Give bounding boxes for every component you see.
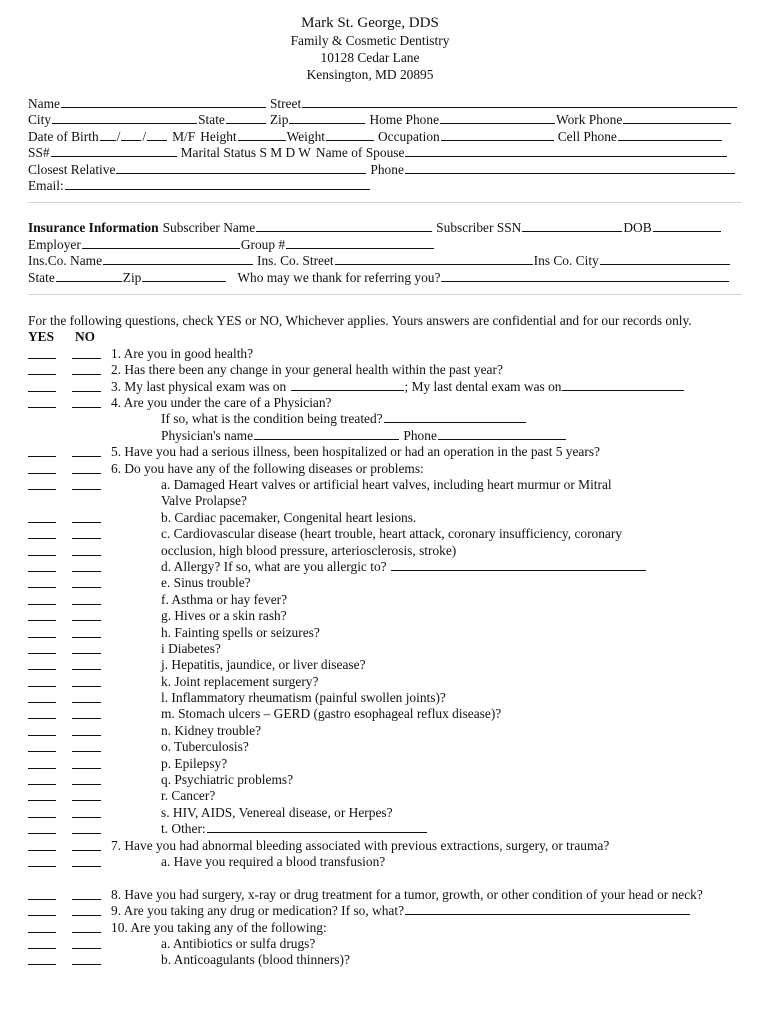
yes-checkbox[interactable] — [28, 723, 56, 736]
question-10b: b. Anticoagulants (blood thinners)? — [161, 952, 350, 968]
question-row — [28, 952, 742, 968]
yes-checkbox[interactable] — [28, 592, 56, 605]
divider — [28, 202, 742, 203]
no-checkbox[interactable] — [72, 395, 101, 408]
question-row — [28, 887, 742, 903]
question-6i: i Diabetes? — [161, 640, 221, 656]
no-checkbox[interactable] — [72, 772, 101, 785]
no-checkbox[interactable] — [72, 346, 101, 359]
yes-checkbox[interactable] — [28, 641, 56, 654]
question-row — [28, 411, 742, 427]
ins-name-label: Ins.Co. Name — [28, 253, 103, 269]
ss-label: SS# — [28, 145, 50, 161]
question-row — [28, 362, 742, 378]
personal-info-section — [28, 96, 742, 194]
street-field[interactable] — [302, 96, 737, 108]
yes-checkbox[interactable] — [28, 543, 56, 556]
question-6b: b. Cardiac pacemaker, Congenital heart lesions. — [161, 509, 417, 525]
ins-state-field[interactable] — [56, 270, 122, 282]
practice-street: 10128 Cedar Lane — [320, 50, 420, 65]
yes-checkbox[interactable] — [28, 575, 56, 588]
no-checkbox[interactable] — [72, 641, 101, 654]
yes-checkbox[interactable] — [28, 706, 56, 719]
yes-checkbox[interactable] — [28, 444, 56, 457]
no-checkbox[interactable] — [72, 887, 101, 900]
question-row — [28, 641, 742, 657]
question-row — [28, 493, 742, 509]
question-row — [28, 838, 742, 854]
question-4: 4. Are you under the care of a Physician? — [111, 395, 332, 411]
dental-exam-field[interactable] — [562, 379, 684, 391]
subscriber-ssn-field[interactable] — [522, 220, 622, 232]
question-row — [28, 510, 742, 526]
relative-label: Closest Relative — [28, 161, 116, 177]
ins-zip-label: Zip — [122, 269, 142, 285]
relative-phone-label: Phone — [370, 161, 404, 177]
question-row — [28, 428, 742, 444]
question-3 — [111, 379, 685, 395]
question-row — [28, 756, 742, 772]
no-checkbox[interactable] — [72, 838, 101, 851]
ins-street-field[interactable] — [335, 253, 533, 265]
dob-year-field[interactable] — [147, 129, 167, 141]
question-row — [28, 477, 742, 493]
question-row — [28, 625, 742, 641]
question-6j: j. Hepatitis, jaundice, or liver disease? — [161, 657, 366, 673]
question-10: 10. Are you taking any of the following: — [111, 919, 327, 935]
home-phone-field[interactable] — [440, 112, 555, 124]
other-label: t. Other: — [161, 821, 206, 837]
employer-label: Employer — [28, 236, 81, 252]
yes-checkbox[interactable] — [28, 379, 56, 392]
no-checkbox[interactable] — [72, 559, 101, 572]
no-checkbox[interactable] — [72, 625, 101, 638]
group-field[interactable] — [286, 237, 434, 249]
yes-checkbox[interactable] — [28, 657, 56, 670]
question-row — [28, 346, 742, 362]
ss-field[interactable] — [51, 145, 177, 157]
yes-checkbox[interactable] — [28, 608, 56, 621]
question-row — [28, 395, 742, 411]
physician-info — [161, 428, 567, 444]
occupation-field[interactable] — [441, 129, 554, 141]
height-field[interactable] — [238, 129, 286, 141]
no-checkbox[interactable] — [72, 477, 101, 490]
question-row — [28, 444, 742, 460]
yes-no-header — [28, 329, 742, 345]
question-row — [28, 903, 742, 919]
no-checkbox[interactable] — [72, 526, 101, 539]
weight-label: Weight — [286, 128, 325, 144]
no-checkbox[interactable] — [72, 379, 101, 392]
no-checkbox[interactable] — [72, 821, 101, 834]
yes-checkbox[interactable] — [28, 772, 56, 785]
no-checkbox[interactable] — [72, 706, 101, 719]
physical-exam-field[interactable] — [291, 379, 404, 391]
question-6h: h. Fainting spells or seizures? — [161, 624, 320, 640]
health-questionnaire — [28, 313, 742, 969]
subscriber-ssn-label: Subscriber SSN — [436, 220, 522, 236]
no-checkbox[interactable] — [72, 903, 101, 916]
weight-field[interactable] — [326, 129, 374, 141]
no-checkbox[interactable] — [72, 788, 101, 801]
dob-month-field[interactable] — [100, 129, 116, 141]
zip-field[interactable] — [289, 112, 365, 124]
question-row — [28, 772, 742, 788]
yes-checkbox[interactable] — [28, 821, 56, 834]
no-checkbox[interactable] — [72, 739, 101, 752]
email-label: Email: — [28, 178, 64, 194]
yes-checkbox[interactable] — [28, 559, 56, 572]
question-6c: c. Cardiovascular disease (heart trouble, heart attack, coronary insufficiency, coronary — [161, 526, 623, 542]
no-checkbox[interactable] — [72, 723, 101, 736]
yes-checkbox[interactable] — [28, 854, 56, 867]
question-6l: l. Inflammatory rheumatism (painful swollen joints)? — [161, 690, 446, 706]
questionnaire-intro: For the following questions, check YES or NO, Whichever applies. Yours answers are confidential and for our records only. — [28, 313, 692, 329]
yes-checkbox[interactable] — [28, 346, 56, 359]
question-7: 7. Have you had abnormal bleeding associated with previous extractions, surgery, or trauma? — [111, 837, 610, 853]
yes-checkbox[interactable] — [28, 461, 56, 474]
question-5: 5. Have you had a serious illness, been hospitalized or had an operation in the past 5 years? — [111, 444, 600, 460]
insurance-heading: Insurance Information — [28, 220, 159, 236]
home-phone-label: Home Phone — [369, 112, 440, 128]
question-6k: k. Joint replacement surgery? — [161, 673, 319, 689]
allergy-label: d. Allergy? If so, what are you allergic to? — [161, 558, 387, 574]
practice-type: Family & Cosmetic Dentistry — [290, 33, 450, 48]
no-checkbox[interactable] — [72, 510, 101, 523]
question-1: 1. Are you in good health? — [111, 345, 254, 361]
work-phone-label: Work Phone — [556, 112, 623, 128]
zip-label: Zip — [269, 112, 289, 128]
medication-label: 9. Are you taking any drug or medication? If so, what? — [111, 903, 405, 919]
practice-city: Kensington, MD 20895 — [306, 67, 434, 82]
question-row — [28, 854, 742, 870]
condition-treated — [161, 411, 527, 427]
marital-status-label: Marital Status S M D W — [180, 145, 311, 161]
yes-checkbox[interactable] — [28, 788, 56, 801]
question-row — [28, 379, 742, 395]
question-row — [28, 674, 742, 690]
relative-field[interactable] — [116, 162, 366, 174]
city-field[interactable] — [52, 112, 197, 124]
question-6m: m. Stomach ulcers – GERD (gastro esophageal reflux disease)? — [161, 706, 502, 722]
sex-label: M/F — [172, 128, 196, 144]
question-row — [28, 936, 742, 952]
email-field[interactable] — [65, 178, 370, 190]
question-6r: r. Cancer? — [161, 788, 216, 804]
question-6t — [161, 821, 428, 837]
physician-phone-field[interactable] — [438, 428, 566, 440]
question-row — [28, 706, 742, 722]
no-checkbox[interactable] — [72, 854, 101, 867]
yes-checkbox[interactable] — [28, 526, 56, 539]
question-6e: e. Sinus trouble? — [161, 575, 251, 591]
physical-exam-label: 3. My last physical exam was on — [111, 378, 287, 394]
cell-phone-field[interactable] — [618, 129, 722, 141]
height-label: Height — [200, 128, 237, 144]
condition-label: If so, what is the condition being treated? — [161, 411, 383, 427]
subscriber-name-field[interactable] — [256, 220, 432, 232]
yes-checkbox[interactable] — [28, 477, 56, 490]
yes-checkbox[interactable] — [28, 690, 56, 703]
physician-name-label: Physician's name — [161, 427, 254, 443]
question-2: 2. Has there been any change in your general health within the past year? — [111, 362, 503, 378]
question-6o: o. Tuberculosis? — [161, 739, 249, 755]
question-row — [28, 461, 742, 477]
question-row — [28, 575, 742, 591]
question-6f: f. Asthma or hay fever? — [161, 591, 288, 607]
no-checkbox[interactable] — [72, 543, 101, 556]
yes-checkbox[interactable] — [28, 756, 56, 769]
relative-phone-field[interactable] — [405, 162, 735, 174]
question-6q: q. Psychiatric problems? — [161, 772, 294, 788]
no-checkbox[interactable] — [72, 444, 101, 457]
question-10a: a. Antibiotics or sulfa drugs? — [161, 935, 316, 951]
no-checkbox[interactable] — [72, 805, 101, 818]
physician-phone-label: Phone — [403, 427, 437, 443]
yes-header: YES — [28, 329, 55, 345]
employer-field[interactable] — [82, 237, 240, 249]
no-checkbox[interactable] — [72, 592, 101, 605]
ins-city-label: Ins Co. City — [533, 253, 599, 269]
no-checkbox[interactable] — [72, 674, 101, 687]
question-row — [28, 805, 742, 821]
no-header: NO — [75, 329, 96, 345]
yes-checkbox[interactable] — [28, 952, 56, 965]
cell-phone-label: Cell Phone — [557, 128, 617, 144]
ins-street-label: Ins. Co. Street — [257, 253, 334, 269]
ins-zip-field[interactable] — [142, 270, 226, 282]
question-6g: g. Hives or a skin rash? — [161, 608, 287, 624]
dob-slash: / — [142, 128, 147, 144]
name-field[interactable] — [61, 96, 266, 108]
question-row — [28, 592, 742, 608]
yes-checkbox[interactable] — [28, 838, 56, 851]
no-checkbox[interactable] — [72, 920, 101, 933]
ins-name-field[interactable] — [103, 253, 253, 265]
spouse-label: Name of Spouse — [315, 145, 405, 161]
subscriber-dob-field[interactable] — [653, 220, 721, 232]
yes-checkbox[interactable] — [28, 739, 56, 752]
question-8: 8. Have you had surgery, x-ray or drug treatment for a tumor, growth, or other condition of your head or neck? — [111, 886, 703, 902]
no-checkbox[interactable] — [72, 936, 101, 949]
divider — [28, 294, 742, 295]
yes-checkbox[interactable] — [28, 674, 56, 687]
question-row — [28, 920, 742, 936]
question-row — [28, 559, 742, 575]
allergy-field[interactable] — [391, 559, 646, 571]
question-6a: a. Damaged Heart valves or artificial heart valves, including heart murmur or Mitral — [161, 477, 612, 492]
question-row — [28, 526, 742, 542]
question-6s: s. HIV, AIDS, Venereal disease, or Herpes? — [161, 804, 393, 820]
insurance-section — [28, 220, 742, 286]
question-6p: p. Epilepsy? — [161, 755, 228, 771]
subscriber-name-label: Subscriber Name — [162, 220, 256, 236]
ins-city-field[interactable] — [600, 253, 730, 265]
physician-name-field[interactable] — [254, 428, 399, 440]
dob-slash: / — [116, 128, 121, 144]
question-row — [28, 608, 742, 624]
yes-checkbox[interactable] — [28, 362, 56, 375]
yes-checkbox[interactable] — [28, 920, 56, 933]
question-6a-cont: Valve Prolapse? — [161, 493, 247, 509]
state-label: State — [198, 112, 225, 128]
question-6: 6. Do you have any of the following diseases or problems: — [111, 460, 424, 476]
dob-label: Date of Birth — [28, 128, 99, 144]
yes-checkbox[interactable] — [28, 903, 56, 916]
subscriber-dob-label: DOB — [623, 220, 652, 236]
work-phone-field[interactable] — [623, 112, 731, 124]
street-label: Street — [269, 96, 302, 111]
referral-label: Who may we thank for referring you? — [237, 269, 441, 285]
other-field[interactable] — [207, 821, 427, 833]
no-checkbox[interactable] — [72, 608, 101, 621]
dental-intake-form — [28, 14, 742, 969]
no-checkbox[interactable] — [72, 461, 101, 474]
question-row — [28, 543, 742, 559]
no-checkbox[interactable] — [72, 575, 101, 588]
question-6d — [161, 559, 647, 575]
ins-state-label: State — [28, 269, 55, 285]
occupation-label: Occupation — [378, 128, 440, 144]
dob-day-field[interactable] — [121, 129, 141, 141]
question-row — [28, 657, 742, 673]
spacer — [28, 870, 742, 886]
question-row — [28, 788, 742, 804]
yes-checkbox[interactable] — [28, 625, 56, 638]
question-7a: a. Have you required a blood transfusion? — [161, 853, 386, 869]
question-6c-cont: occlusion, high blood pressure, arteriosclerosis, stroke) — [161, 542, 457, 558]
no-checkbox[interactable] — [72, 756, 101, 769]
medication-field[interactable] — [405, 903, 690, 915]
group-label: Group # — [240, 236, 286, 252]
no-checkbox[interactable] — [72, 690, 101, 703]
condition-field[interactable] — [384, 411, 526, 423]
referral-field[interactable] — [441, 270, 729, 282]
dentist-name: Mark St. George, DDS — [301, 15, 439, 31]
no-checkbox[interactable] — [72, 952, 101, 965]
name-label: Name — [28, 96, 60, 111]
yes-checkbox[interactable] — [28, 395, 56, 408]
no-checkbox[interactable] — [72, 362, 101, 375]
question-row — [28, 739, 742, 755]
question-6n: n. Kidney trouble? — [161, 722, 262, 738]
dental-exam-label: ; My last dental exam was on — [404, 378, 562, 394]
yes-checkbox[interactable] — [28, 936, 56, 949]
state-field[interactable] — [226, 112, 266, 124]
practice-header — [0, 14, 742, 83]
city-label: City — [28, 112, 52, 128]
yes-checkbox[interactable] — [28, 805, 56, 818]
no-checkbox[interactable] — [72, 657, 101, 670]
question-row — [28, 821, 742, 837]
spouse-field[interactable] — [405, 145, 727, 157]
yes-checkbox[interactable] — [28, 887, 56, 900]
yes-checkbox[interactable] — [28, 510, 56, 523]
question-row — [28, 690, 742, 706]
question-row — [28, 723, 742, 739]
question-9 — [111, 903, 691, 919]
